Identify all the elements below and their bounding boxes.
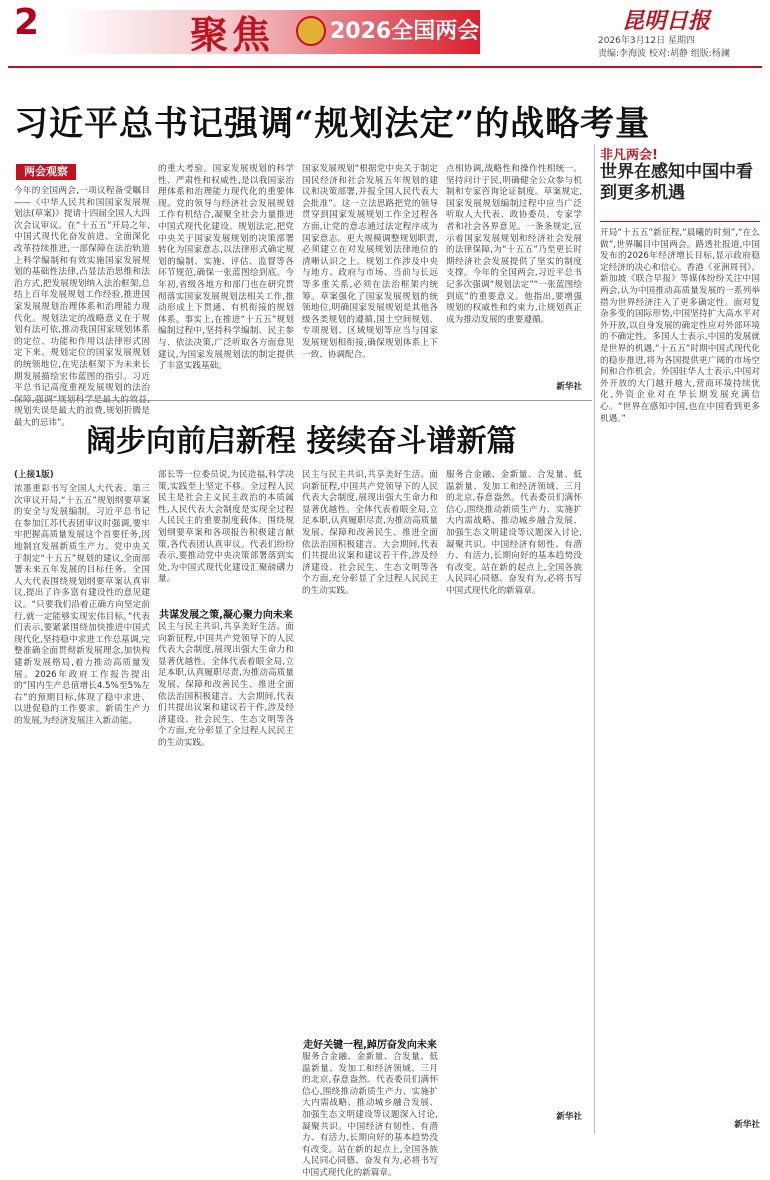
article2-dateline: (上接1版): [14, 470, 54, 480]
newspaper-brand: 昆明日报: [622, 8, 711, 34]
article2-signature: 新华社: [556, 1112, 582, 1122]
article2-col1: 浓墨重彩书写全国人大代表、第三次审议开局,“十五五”规划纲要草案的安全与发展编制。习近平总书记在参加江苏代表团审议时强调,要牢牢把握高质量发展这个首要任务,因地制宜发展新质生产力。党中央关于制定“十五五”规划的建议,全面部署未来五年发展的目标任务。全国人大代表围绕规划纲要草案认真审议,提出了许多富有建设性的意见建议。“只要我们沿着正确方向坚定前行,就一定能够实现宏伟目标。”代表们表示,要紧紧围绕加快推进中国式现代化,坚持稳中求进工作总基调,完整准确全面贯彻新发展理念,加快构建新发展格局,着力推动高质量发展。2026年政府工作报告提出的“国内生产总值增长4.5%至5%左右”的预期目标,体现了稳中求进、以进促稳的工作要求。新质生产力的发展,为经济发展注入新动能。: [14, 484, 150, 726]
article1-col4: 点相协调,战略性和操作性相统一。坚持问计于民,明确健全公众参与机制和专家咨询论证制度。草案规定,国家发展规划编制过程中应当广泛听取人大代表、政协委员、专家学者和社会各界意见。一条条规定,宣示着国家发展规划和经济社会发展的法律保障,为“十五五”乃至更长时期经济社会发展提供了坚实的制度支撑。今年的全国两会,习近平总书记多次强调“规划法定”“一张蓝图绘到底”的重要意义。他指出,要增强规划的权威性和约束力,让规划真正成为推动发展的重要遵循。: [446, 164, 582, 325]
header-rule: [8, 66, 762, 68]
article1-col2: 的重大考验。国家发展规划的科学性、严肃性和权威性,是以我国家治理体系和治理能力现代化的重要体现。党的领导与经济社会发展规划工作有机结合,凝聚全社会力量推进中国式现代化建设。规划法定,把党中央关于国家发展规划的决策部署转化为国家意志,以法律形式确定规划的编制、实施、评估、监督等各环节规范,确保一张蓝图绘到底。今年初,省级各地方和部门也在研究贯彻落实国家发展规划法相关工作,推动形成上下贯通、有机衔接的规划体系。事实上,在推进“十五五”规划编制过程中,坚持科学编制、民主参与、依法决策,广泛听取各方面意见建议,为国家发展规划法的制定提供了丰富实践基础。: [158, 164, 294, 372]
sidebar-title: 世界在感知中国中看到更多机遇: [600, 162, 753, 203]
sidebar-signature: 新华社: [734, 1120, 760, 1130]
column-divider: [594, 144, 595, 1134]
article2-col4: 服务合金融、金新量、合发量、低温新量、发加工和经济领域、三月的北京,春意盎然。代表委员们满怀信心,围绕推动新质生产力、实施扩大内需战略、推动城乡融合发展、加强生态文明建设等议题深入讨论,凝聚共识。中国经济有韧性、有潜力、有活力,长期向好的基本趋势没有改变。站在新的起点上,全国各族人民同心同德、奋发有为,必将书写中国式现代化的新篇章。: [446, 470, 582, 596]
article2-col2: 部长等一位委员说,为民造福,科学决策,实践至上坚定不移。全过程人民民主是社会主义民主政治的本质属性,人民代表大会制度是实现全过程人民民主的重要制度载体。围绕规划纲要草案和各项报告积极建言献策,各代表团认真审议。代表们纷纷表示,要推动党中央决策部署落到实处,为中国式现代化建设汇聚磅礴力量。: [158, 470, 294, 585]
sidebar-body: 开局“十五五”新征程,“晨曦的时刻”,“在么做”,世界瞩目中国两会。路透社报道,中国发布的2026年经济增长目标,显示政府稳定经济的决心和信心。香港《亚洲周刊》、新加坡《联合早报》等媒体纷纷关注中国两会,认为中国推动高质量发展的一系列举措为世界经济注入了更多确定性。面对复杂多变的国际形势,中国坚持扩大高水平对外开放,以自身发展的确定性应对外部环境的不确定性。多国人士表示,中国的发展就是世界的机遇,“十五五”时期中国式现代化的稳步推进,将为各国提供更广阔的市场空间和合作机会。外国驻华人士表示,中国对外开放的大门越开越大,营商环境持续优化,外资企业对在华长期发展充满信心。“世界在感知中国,也在中国看到更多机遇。”: [600, 228, 760, 424]
article2-col3b: 服务合金融、金新量、合发量、低温新量、发加工和经济领域、三月的北京,春意盎然。代表委员们满怀信心,围绕推动新质生产力、实施扩大内需战略、推动城乡融合发展、加强生态文明建设等议题深入讨论,凝聚共识。中国经济有韧性、有潜力、有活力,长期向好的基本趋势没有改变。站在新的起点上,全国各族人民同心同德、奋发有为,必将书写中国式现代化的新篇章。: [302, 1052, 438, 1178]
article2-top-rule: [10, 400, 592, 401]
article2-headline: 阔步向前启新程 接续奋斗谱新篇: [86, 424, 517, 459]
article1-signature: 新华社: [556, 382, 582, 392]
sidebar-rule: [600, 221, 760, 222]
page-number: 2: [14, 2, 40, 43]
article2-col2b: 民主与民主共识,共享美好生活。面向新征程,中国共产党领导下的人民代表大会制度,展现出强大生命力和显著优越性。全体代表着眼全局,立足本职,认真履职尽责,为推动高质量发展、保障和改善民生、推进全面依法治国积极建言。大会期间,代表们共提出议案和建议若干件,涉及经济建设、社会民生、生态文明等各个方面,充分彰显了全过程人民民主的生动实践。: [158, 622, 294, 748]
article1-col3: 国家发展规划“根据党中央关于制定国民经济和社会发展五年规划的建议和决策部署,并报全国人民代表大会批准”。这一立法思路把党的领导贯穿到国家发展规划工作全过程各方面,让党的意志通过法定程序成为国家意志。更大规模调整规划职责,必须建立在对发展规划法律地位的清晰认识之上。规划工作涉及中央与地方、政府与市场、当前与长远等多重关系,必须在法治框架内统筹。草案强化了国家发展规划的统领地位,明确国家发展规划是其他各级各类规划的遵循,国土空间规划、专项规划、区域规划等应当与国家发展规划相衔接,确保规划体系上下一致、协调配合。: [302, 164, 438, 360]
article2-subhead2: 走好关键一程,踔厉奋发向未来: [303, 1040, 437, 1051]
article1-col1: 今年的全国两会,一项议程备受瞩目——《中华人民共和国国家发展规划法(草案)》提请十四届全国人大四次会议审议。在“十五五”开局之年,中国式现代化奋发前进、全面深化改革持续推进,一部保障在法治轨道上科学编制和有效实施国家发展规划的基础性法律,凸显法治思维和法治方式,把发展规划纳入法治框架,总结上百年发展规划工作经验,推进国家发展规划治理体系和治理能力现代化。规划法定的战略意义在于规划有法可依,推动我国国家规划体系的定位、功能和作用以法律形式固定下来。规划定位的国家发展规划的统领地位,在宪法框架下为未来长期发展描绘宏伟蓝图的指引。习近平总书记高度重视发展规划的法治 规划失误是最大的浪费,规划折腾是最大的忌讳”。: [14, 186, 150, 428]
sidebar-tag: 非凡两会!: [600, 148, 658, 163]
article2-col3: 民主与民主共识,共享美好生活。面向新征程,中国共产党领导下的人民代表大会制度,展现出强大生命力和显著优越性。全体代表着眼全局,立足本职,认真履职尽责,为推动高质量发展、保障和改善民生、推进全面依法治国积极建言。大会期间,代表们共提出议案和建议若干件,涉及经济建设、社会民生、生态文明等各个方面,充分彰显了全过程人民民主的生动实践。: [302, 470, 438, 596]
article2-subhead1: 共谋发展之策,凝心聚力向未来: [159, 610, 293, 621]
header-editors: 责编:李海波 校对:胡静 组版:杨澜: [598, 49, 730, 59]
national-emblem-icon: [296, 16, 326, 46]
header-date: 2026年3月12日 星期四: [598, 36, 695, 46]
section-subtitle: 2026全国两会: [330, 19, 480, 44]
section-title: 聚焦: [190, 12, 275, 57]
article1-tag: 两会观察: [16, 164, 76, 180]
article1-headline: 习近平总书记强调“规划法定”的战略考量: [14, 104, 651, 144]
